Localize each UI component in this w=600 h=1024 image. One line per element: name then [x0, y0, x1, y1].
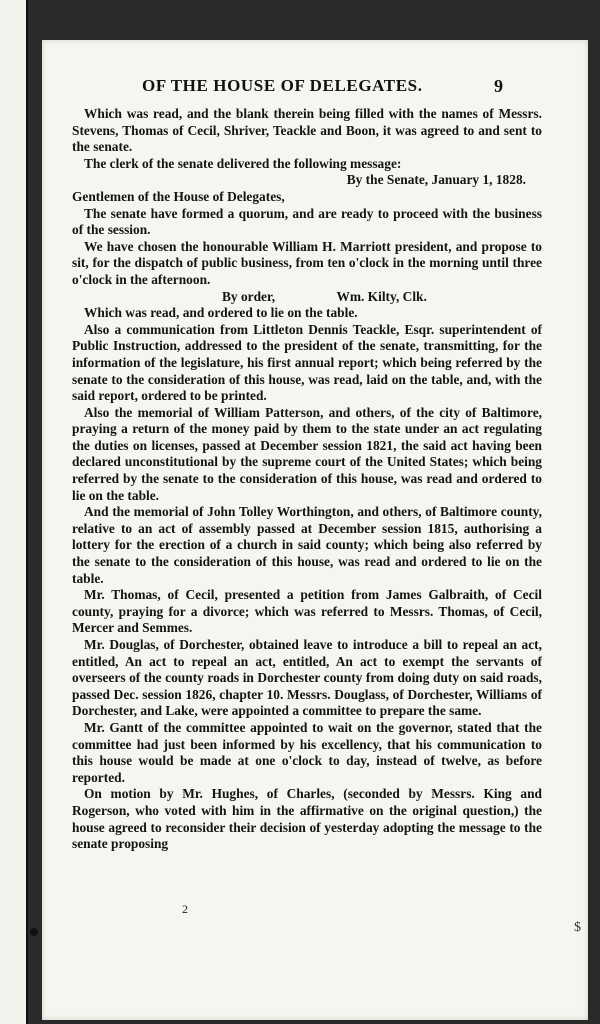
body-text	[72, 106, 542, 853]
paragraph: Also a communication from Littleton Dennis Teackle, Esqr. superintendent of Public Instruction, addressed to the president of the senate, transmitting, for the information of the legislature, his first annual report; which being referred by the senate to the consideration of this house, was read, laid on the table, and, with the said report, ordered to be printed.	[72, 321, 542, 404]
document-page	[42, 40, 588, 1020]
adjacent-page-edge	[0, 0, 28, 1024]
paragraph: On motion by Mr. Hughes, of Charles, (seconded by Messrs. King and Rogerson, who voted with him in the affirmative on the original question,) the house agreed to reconsider their decision of yesterday adopting the message to the senate proposing	[72, 786, 542, 852]
running-head: OF THE HOUSE OF DELEGATES.	[142, 76, 423, 95]
paragraph: Mr. Thomas, of Cecil, presented a petition from James Galbraith, of Cecil county, praying for a divorce; which was referred to Messrs. Thomas, of Cecil, Mercer and Semmes.	[72, 587, 542, 636]
clerk-name: Wm. Kilty, Clk.	[336, 288, 427, 304]
paragraph: Which was read, and the blank therein being filled with the names of Messrs. Stevens, Thomas of Cecil, Shriver, Teackle and Boon, it was agreed to and sent to the senate.	[72, 106, 542, 155]
margin-note: $	[574, 920, 581, 935]
page-number: 9	[494, 76, 503, 96]
paragraph: We have chosen the honourable William H. Marriott president, and propose to sit, for the dispatch of public business, from ten o'clock in the morning until three o'clock in the afternoon.	[72, 238, 542, 287]
paragraph: Mr. Gantt of the committee appointed to wait on the governor, stated that the committee had just been informed by his excellency, that his communication to this house would be made at one o'clock to day, instead of twelve, as before reported.	[72, 719, 542, 785]
paragraph: Which was read, and ordered to lie on the table.	[84, 305, 358, 321]
dateline: By the Senate, January 1, 1828.	[346, 172, 526, 188]
paragraph: Mr. Douglas, of Dorchester, obtained leave to introduce a bill to repeal an act, entitled, An act to repeal an act, entitled, An act to exempt the servants of overseers of the county roads in Dorchester county from doing duty on said roads, passed Dec. session 1826, chapter 10. Messrs. Douglass, of Dorchester, Williams of Dorchester, and Lake, were appointed a committee to prepare the same.	[72, 637, 542, 719]
signature-block	[72, 289, 542, 306]
paragraph: And the memorial of John Tolley Worthington, and others, of Baltimore county, relative to an act of assembly passed at December session 1815, authorising a lottery for the erection of a church in said county; which being also referred by the senate to the consideration of this house, was read and ordered to lie on the table.	[72, 504, 542, 586]
paragraph: The senate have formed a quorum, and are ready to proceed with the business of the session.	[72, 205, 542, 238]
paragraph: The clerk of the senate delivered the following message:	[84, 155, 402, 171]
signature-mark: 2	[182, 902, 188, 916]
salutation: Gentlemen of the House of Delegates,	[72, 188, 285, 204]
ink-dot-icon	[30, 928, 38, 936]
paragraph: Also the memorial of William Patterson, and others, of the city of Baltimore, praying a return of the money paid by them to the state under an act regulating the duties on licenses, passed at December session 1821, the said act having been declared unconstitutional by the supreme court of the United States; which being referred by the senate to the consideration of this house, was read and ordered to lie on the table.	[72, 404, 542, 503]
by-order: By order,	[222, 288, 276, 304]
page-header	[42, 76, 588, 100]
